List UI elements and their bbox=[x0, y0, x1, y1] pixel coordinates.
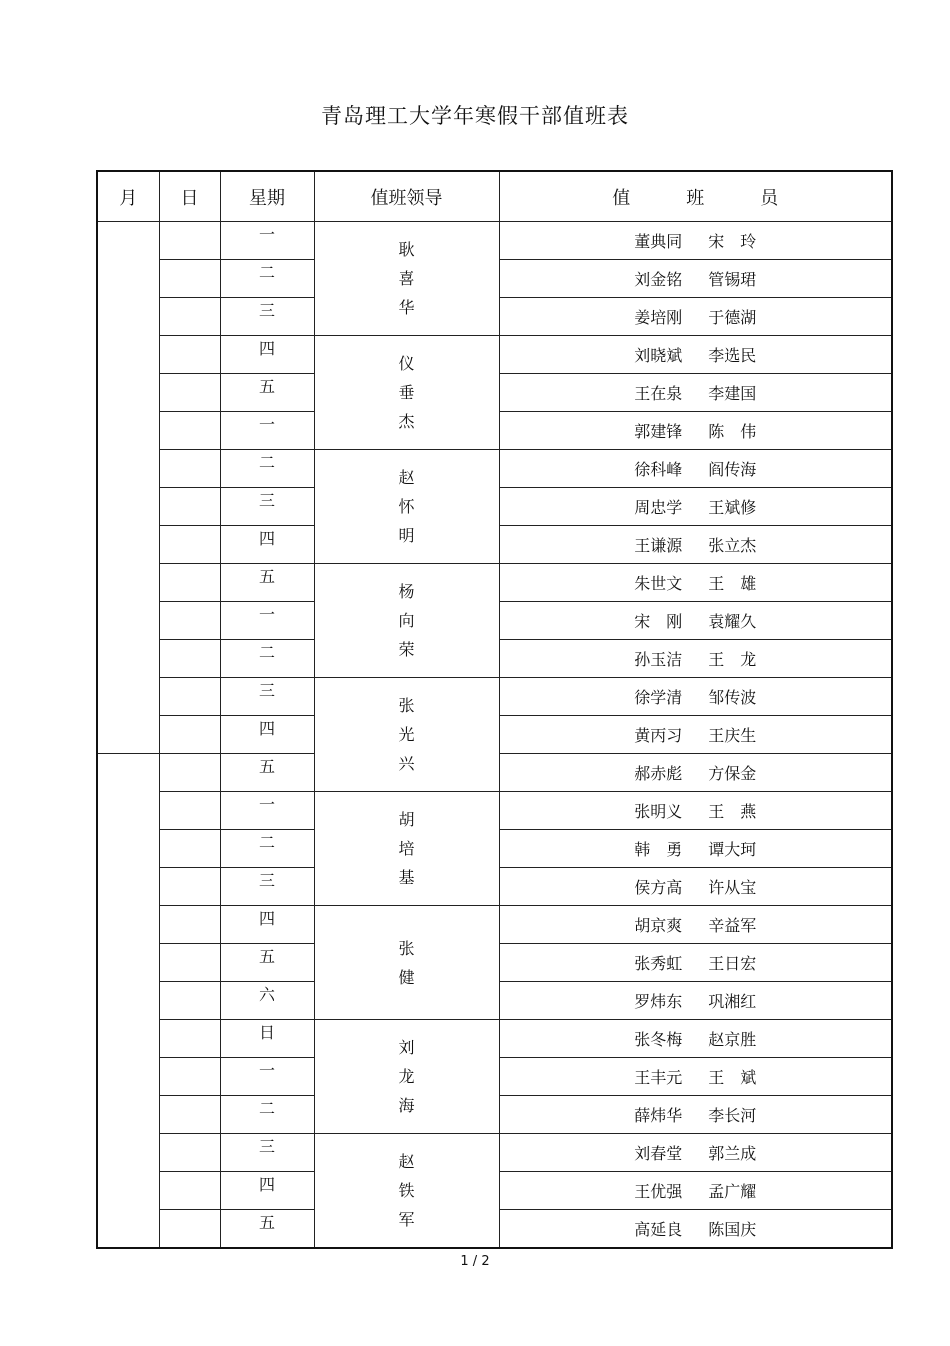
weekday-label: 一 bbox=[258, 1061, 275, 1080]
staff-name: 孟广耀 bbox=[708, 1182, 757, 1201]
page-number: 1 / 2 bbox=[460, 1254, 490, 1269]
staff-cell bbox=[499, 906, 892, 944]
staff-cell bbox=[499, 982, 892, 1020]
leader-name: 张光兴 bbox=[398, 696, 415, 773]
weekday-cell bbox=[220, 564, 314, 602]
staff-cell bbox=[499, 754, 892, 792]
weekday-label: 一 bbox=[258, 795, 275, 814]
weekday-label: 二 bbox=[258, 453, 275, 472]
leader-name: 赵铁军 bbox=[398, 1152, 415, 1229]
table-row bbox=[97, 678, 892, 716]
staff-name: 王 龙 bbox=[708, 650, 757, 669]
weekday-cell bbox=[220, 792, 314, 830]
staff-cell bbox=[499, 716, 892, 754]
staff-name: 刘金铭 bbox=[634, 270, 683, 289]
header-leader: 值班领导 bbox=[314, 171, 499, 222]
day-cell bbox=[159, 906, 220, 944]
leader-name: 仪垂杰 bbox=[398, 354, 415, 431]
day-cell bbox=[159, 450, 220, 488]
day-cell bbox=[159, 678, 220, 716]
weekday-label: 四 bbox=[258, 1175, 275, 1194]
staff-name: 张冬梅 bbox=[634, 1030, 683, 1049]
weekday-cell bbox=[220, 1020, 314, 1058]
weekday-cell bbox=[220, 716, 314, 754]
staff-name: 徐科峰 bbox=[634, 460, 683, 479]
staff-name: 方保金 bbox=[708, 764, 757, 783]
day-cell bbox=[159, 830, 220, 868]
month-cell bbox=[97, 222, 159, 754]
staff-name: 王 雄 bbox=[708, 574, 757, 593]
staff-cell bbox=[499, 526, 892, 564]
day-cell bbox=[159, 374, 220, 412]
staff-cell bbox=[499, 450, 892, 488]
day-cell bbox=[159, 944, 220, 982]
weekday-label: 五 bbox=[258, 567, 275, 586]
table-row bbox=[97, 564, 892, 602]
staff-name: 宋 刚 bbox=[634, 612, 683, 631]
weekday-label: 一 bbox=[258, 225, 275, 244]
staff-cell bbox=[499, 678, 892, 716]
weekday-label: 三 bbox=[258, 301, 275, 320]
staff-cell bbox=[499, 868, 892, 906]
leader-cell bbox=[314, 222, 499, 336]
weekday-label: 二 bbox=[258, 1099, 275, 1118]
staff-name: 赵京胜 bbox=[708, 1030, 757, 1049]
staff-cell bbox=[499, 602, 892, 640]
weekday-label: 一 bbox=[258, 605, 275, 624]
staff-name: 郭兰成 bbox=[708, 1144, 757, 1163]
table-row bbox=[97, 450, 892, 488]
staff-name: 邹传波 bbox=[708, 688, 757, 707]
header-month: 月 bbox=[97, 171, 159, 222]
staff-name: 王 斌 bbox=[708, 1068, 757, 1087]
staff-name: 周忠学 bbox=[634, 498, 683, 517]
weekday-cell bbox=[220, 1058, 314, 1096]
staff-cell bbox=[499, 1058, 892, 1096]
weekday-cell bbox=[220, 906, 314, 944]
staff-cell bbox=[499, 488, 892, 526]
weekday-cell bbox=[220, 944, 314, 982]
weekday-cell bbox=[220, 640, 314, 678]
staff-cell bbox=[499, 222, 892, 260]
staff-name: 薛炜华 bbox=[634, 1106, 683, 1125]
day-cell bbox=[159, 1210, 220, 1249]
day-cell bbox=[159, 1058, 220, 1096]
weekday-label: 四 bbox=[258, 529, 275, 548]
weekday-label: 五 bbox=[258, 947, 275, 966]
leader-cell bbox=[314, 564, 499, 678]
staff-name: 张秀虹 bbox=[634, 954, 683, 973]
weekday-label: 日 bbox=[258, 1023, 275, 1042]
staff-name: 黄丙习 bbox=[634, 726, 683, 745]
table-row bbox=[97, 906, 892, 944]
header-day: 日 bbox=[159, 171, 220, 222]
staff-name: 陈国庆 bbox=[708, 1220, 757, 1239]
leader-cell bbox=[314, 1134, 499, 1249]
duty-roster-table bbox=[96, 170, 893, 1249]
day-cell bbox=[159, 716, 220, 754]
day-cell bbox=[159, 1096, 220, 1134]
day-cell bbox=[159, 792, 220, 830]
leader-cell bbox=[314, 792, 499, 906]
weekday-label: 二 bbox=[258, 263, 275, 282]
table-row bbox=[97, 792, 892, 830]
day-cell bbox=[159, 526, 220, 564]
weekday-label: 四 bbox=[258, 339, 275, 358]
weekday-label: 五 bbox=[258, 1213, 275, 1232]
staff-cell bbox=[499, 1134, 892, 1172]
staff-cell bbox=[499, 792, 892, 830]
day-cell bbox=[159, 488, 220, 526]
leader-cell bbox=[314, 450, 499, 564]
leader-cell bbox=[314, 1020, 499, 1134]
staff-name: 谭大珂 bbox=[708, 840, 757, 859]
staff-cell bbox=[499, 944, 892, 982]
table-row bbox=[97, 336, 892, 374]
weekday-cell bbox=[220, 222, 314, 260]
staff-cell bbox=[499, 1172, 892, 1210]
table-row bbox=[97, 1134, 892, 1172]
weekday-cell bbox=[220, 602, 314, 640]
staff-name: 刘春堂 bbox=[634, 1144, 683, 1163]
staff-name: 阎传海 bbox=[708, 460, 757, 479]
day-cell bbox=[159, 412, 220, 450]
weekday-cell bbox=[220, 450, 314, 488]
staff-name: 高延良 bbox=[634, 1220, 683, 1239]
staff-name: 袁耀久 bbox=[708, 612, 757, 631]
day-cell bbox=[159, 260, 220, 298]
weekday-cell bbox=[220, 1172, 314, 1210]
weekday-cell bbox=[220, 830, 314, 868]
day-cell bbox=[159, 602, 220, 640]
staff-name: 郝赤彪 bbox=[634, 764, 683, 783]
staff-name: 孙玉洁 bbox=[634, 650, 683, 669]
day-cell bbox=[159, 868, 220, 906]
weekday-label: 六 bbox=[258, 985, 275, 1004]
staff-name: 巩湘红 bbox=[708, 992, 757, 1011]
weekday-label: 五 bbox=[258, 377, 275, 396]
weekday-cell bbox=[220, 1134, 314, 1172]
staff-name: 朱世文 bbox=[634, 574, 683, 593]
staff-name: 王丰元 bbox=[634, 1068, 683, 1087]
staff-name: 王优强 bbox=[634, 1182, 683, 1201]
day-cell bbox=[159, 1020, 220, 1058]
day-cell bbox=[159, 336, 220, 374]
table-row bbox=[97, 1020, 892, 1058]
staff-name: 刘晓斌 bbox=[634, 346, 683, 365]
staff-name: 宋 玲 bbox=[708, 232, 757, 251]
leader-name: 赵怀明 bbox=[398, 468, 415, 545]
staff-name: 郭建锋 bbox=[634, 422, 683, 441]
staff-name: 徐学清 bbox=[634, 688, 683, 707]
weekday-cell bbox=[220, 374, 314, 412]
weekday-label: 二 bbox=[258, 643, 275, 662]
day-cell bbox=[159, 640, 220, 678]
weekday-label: 三 bbox=[258, 1137, 275, 1156]
header-weekday: 星期 bbox=[220, 171, 314, 222]
staff-name: 李建国 bbox=[708, 384, 757, 403]
staff-cell bbox=[499, 298, 892, 336]
leader-name: 耿喜华 bbox=[398, 240, 415, 317]
weekday-cell bbox=[220, 526, 314, 564]
weekday-label: 二 bbox=[258, 833, 275, 852]
staff-name: 许从宝 bbox=[708, 878, 757, 897]
day-cell bbox=[159, 754, 220, 792]
header-staff-char: 班 bbox=[686, 187, 705, 209]
leader-cell bbox=[314, 336, 499, 450]
weekday-label: 三 bbox=[258, 491, 275, 510]
staff-name: 于德湖 bbox=[708, 308, 757, 327]
staff-name: 王 燕 bbox=[708, 802, 757, 821]
staff-name: 胡京爽 bbox=[634, 916, 683, 935]
leader-name: 刘龙海 bbox=[398, 1038, 415, 1115]
staff-name: 王庆生 bbox=[708, 726, 757, 745]
staff-name: 姜培刚 bbox=[634, 308, 683, 327]
staff-name: 李选民 bbox=[708, 346, 757, 365]
weekday-cell bbox=[220, 336, 314, 374]
staff-cell bbox=[499, 412, 892, 450]
staff-name: 董典同 bbox=[634, 232, 683, 251]
day-cell bbox=[159, 1134, 220, 1172]
day-cell bbox=[159, 222, 220, 260]
day-cell bbox=[159, 982, 220, 1020]
leader-cell bbox=[314, 906, 499, 1020]
staff-cell bbox=[499, 336, 892, 374]
day-cell bbox=[159, 1172, 220, 1210]
leader-name: 胡培基 bbox=[398, 810, 415, 887]
leader-name: 张健 bbox=[398, 938, 415, 987]
staff-cell bbox=[499, 1020, 892, 1058]
header-staff bbox=[499, 171, 892, 222]
header-staff-char: 值 bbox=[612, 187, 631, 209]
weekday-cell bbox=[220, 488, 314, 526]
staff-name: 王在泉 bbox=[634, 384, 683, 403]
staff-cell bbox=[499, 260, 892, 298]
weekday-cell bbox=[220, 678, 314, 716]
weekday-cell bbox=[220, 1210, 314, 1249]
weekday-label: 一 bbox=[258, 415, 275, 434]
weekday-cell bbox=[220, 260, 314, 298]
weekday-label: 四 bbox=[258, 719, 275, 738]
day-cell bbox=[159, 564, 220, 602]
weekday-label: 三 bbox=[258, 871, 275, 890]
weekday-label: 五 bbox=[258, 757, 275, 776]
staff-name: 管锡珺 bbox=[708, 270, 757, 289]
leader-name: 杨向荣 bbox=[398, 582, 415, 659]
table-row bbox=[97, 222, 892, 260]
staff-name: 张立杰 bbox=[708, 536, 757, 555]
weekday-cell bbox=[220, 982, 314, 1020]
day-cell bbox=[159, 298, 220, 336]
staff-cell bbox=[499, 1096, 892, 1134]
staff-cell bbox=[499, 830, 892, 868]
staff-name: 张明义 bbox=[634, 802, 683, 821]
weekday-label: 四 bbox=[258, 909, 275, 928]
staff-name: 王斌修 bbox=[708, 498, 757, 517]
staff-cell bbox=[499, 640, 892, 678]
leader-cell bbox=[314, 678, 499, 792]
staff-name: 韩 勇 bbox=[634, 840, 683, 859]
weekday-cell bbox=[220, 754, 314, 792]
table-body bbox=[97, 222, 892, 1249]
staff-cell bbox=[499, 374, 892, 412]
table-header-row bbox=[97, 171, 892, 222]
header-staff-char: 员 bbox=[760, 187, 779, 209]
weekday-cell bbox=[220, 412, 314, 450]
staff-name: 罗炜东 bbox=[634, 992, 683, 1011]
staff-name: 侯方高 bbox=[634, 878, 683, 897]
weekday-label: 三 bbox=[258, 681, 275, 700]
page-title: 青岛理工大学年寒假干部值班表 bbox=[321, 104, 629, 128]
staff-name: 李长河 bbox=[708, 1106, 757, 1125]
staff-cell bbox=[499, 1210, 892, 1249]
weekday-cell bbox=[220, 298, 314, 336]
staff-name: 陈 伟 bbox=[708, 422, 757, 441]
staff-name: 辛益军 bbox=[708, 916, 757, 935]
month-cell bbox=[97, 754, 159, 1249]
staff-name: 王谦源 bbox=[634, 536, 683, 555]
staff-name: 王日宏 bbox=[708, 954, 757, 973]
staff-cell bbox=[499, 564, 892, 602]
weekday-cell bbox=[220, 1096, 314, 1134]
weekday-cell bbox=[220, 868, 314, 906]
